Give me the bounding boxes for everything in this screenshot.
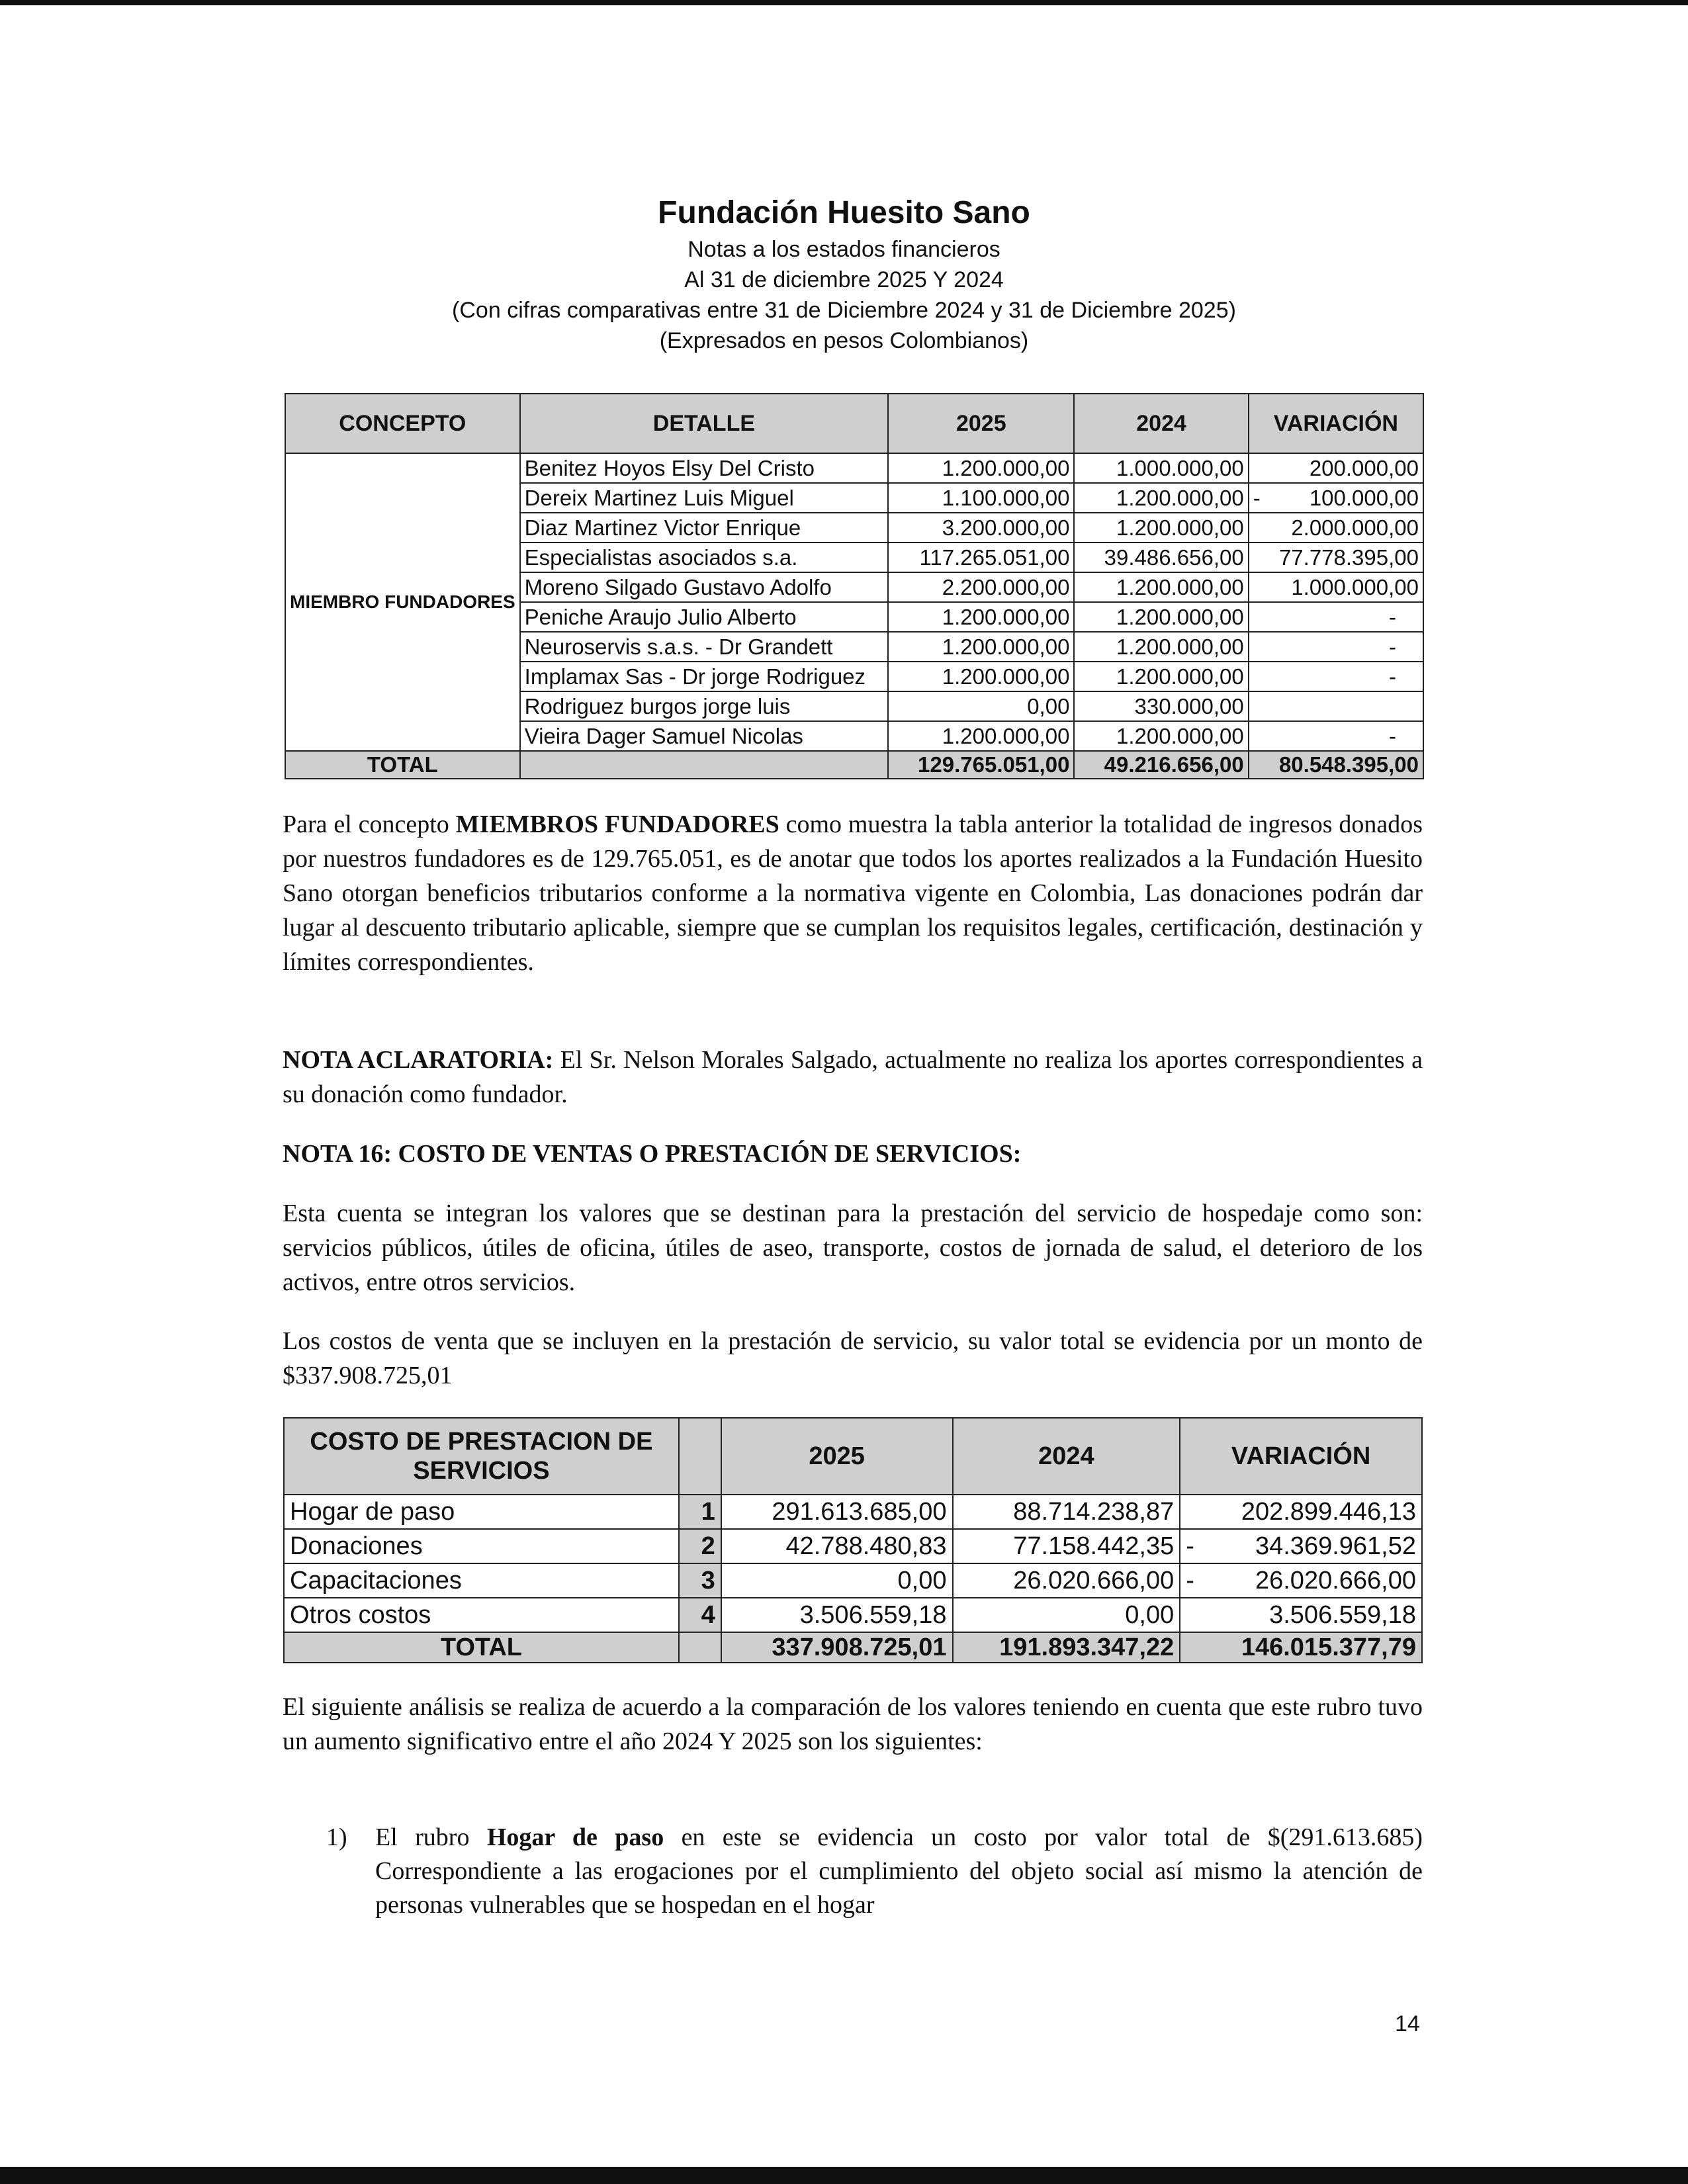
cost-label: Hogar de paso bbox=[284, 1495, 679, 1529]
value-2025-cell: 0,00 bbox=[888, 691, 1074, 721]
variation-cell: 77.778.395,00 bbox=[1249, 543, 1423, 572]
value-2025-cell: 1.200.000,00 bbox=[888, 602, 1074, 632]
total-label: TOTAL bbox=[284, 1632, 679, 1663]
detail-cell: Especialistas asociados s.a. bbox=[520, 543, 888, 572]
value-2025-cell: 1.100.000,00 bbox=[888, 483, 1074, 513]
detail-cell: Vieira Dager Samuel Nicolas bbox=[520, 721, 888, 751]
value-2024-cell: 1.200.000,00 bbox=[1074, 632, 1248, 662]
paragraph-bold: MIEMBROS FUNDADORES bbox=[455, 810, 779, 838]
column-header: 2025 bbox=[888, 394, 1074, 453]
sales-cost-paragraph: Los costos de venta que se incluyen en la prestación de servicio, su valor total se evidencia por un monto de $337.908.725,01 bbox=[283, 1327, 1423, 1389]
document-title: Fundación Huesito Sano bbox=[658, 195, 1030, 230]
value-2025-cell: 1.200.000,00 bbox=[888, 453, 1074, 483]
negative-sign: - bbox=[1186, 1532, 1194, 1560]
total-detail-empty bbox=[520, 751, 888, 779]
total-2025: 129.765.051,00 bbox=[888, 751, 1074, 779]
cost-label: Donaciones bbox=[284, 1529, 679, 1563]
detail-cell: Diaz Martinez Victor Enrique bbox=[520, 513, 888, 543]
total-2024: 191.893.347,22 bbox=[953, 1632, 1180, 1663]
value-2025-cell: 2.200.000,00 bbox=[888, 572, 1074, 602]
list-number: 1) bbox=[326, 1823, 347, 1851]
value-2024-cell: 0,00 bbox=[953, 1598, 1180, 1632]
variation-cell: 200.000,00 bbox=[1249, 453, 1423, 483]
detail-cell: Rodriguez burgos jorge luis bbox=[520, 691, 888, 721]
variation-cell: - bbox=[1249, 632, 1423, 662]
value-2024-cell: 1.200.000,00 bbox=[1074, 662, 1248, 691]
value-2024-cell: 1.200.000,00 bbox=[1074, 721, 1248, 751]
value-2025-cell: 117.265.051,00 bbox=[888, 543, 1074, 572]
cost-label: Capacitaciones bbox=[284, 1563, 679, 1598]
total-variation: 80.548.395,00 bbox=[1249, 751, 1423, 779]
cost-label: Otros costos bbox=[284, 1598, 679, 1632]
detail-cell: Benitez Hoyos Elsy Del Cristo bbox=[520, 453, 888, 483]
value-2024-cell: 1.000.000,00 bbox=[1074, 453, 1248, 483]
founders-table-header bbox=[285, 394, 1423, 453]
document-header bbox=[0, 192, 1688, 356]
list-text: en este se evidencia un costo por valor total de $(291.613.685) Correspondiente a las erogaciones por el cumplimiento del objeto social así mismo la atención de personas vulnerables que se hospedan en el hogar bbox=[375, 1823, 1423, 1919]
table-row bbox=[284, 1495, 1422, 1529]
column-header: VARIACIÓN bbox=[1249, 394, 1423, 453]
total-2024: 49.216.656,00 bbox=[1074, 751, 1248, 779]
variation-cell bbox=[1249, 691, 1423, 721]
value-2024-cell: 88.714.238,87 bbox=[953, 1495, 1180, 1529]
value-2025-cell: 0,00 bbox=[721, 1563, 953, 1598]
variation-cell: 2.000.000,00 bbox=[1249, 513, 1423, 543]
column-header: CONCEPTO bbox=[285, 394, 520, 453]
variation-cell bbox=[1180, 1529, 1422, 1563]
column-header: DETALLE bbox=[520, 394, 888, 453]
column-header: COSTO DE PRESTACION DE SERVICIOS bbox=[284, 1418, 679, 1495]
value-2024-cell: 1.200.000,00 bbox=[1074, 602, 1248, 632]
paragraph-text: como muestra la tabla anterior la totalidad de ingresos donados por nuestros fundadores es de 129.765.051, es de anotar que todos los aportes realizados a la Fundación Huesito Sano otorgan beneficios tributarios conforme a la normativa vigente en Colombia, Las donaciones podrán dar lugar al descuento tributario aplicable, siempre que se cumplan los requisitos legales, certificación, destinación y límites correspondientes. bbox=[283, 810, 1423, 976]
value-2025-cell: 3.506.559,18 bbox=[721, 1598, 953, 1632]
page-number: 14 bbox=[1395, 2011, 1420, 2036]
variation-value: 34.369.961,52 bbox=[1255, 1532, 1416, 1560]
detail-cell: Implamax Sas - Dr jorge Rodriguez bbox=[520, 662, 888, 691]
variation-cell: 202.899.446,13 bbox=[1180, 1495, 1422, 1529]
table-row bbox=[284, 1529, 1422, 1563]
value-2024-cell: 1.200.000,00 bbox=[1074, 483, 1248, 513]
note-label: NOTA ACLARATORIA: bbox=[283, 1046, 554, 1074]
value-2025-cell: 42.788.480,83 bbox=[721, 1529, 953, 1563]
analysis-paragraph: El siguiente análisis se realiza de acuerdo a la comparación de los valores teniendo en cuenta que este rubro tuvo un aumento significativo entre el año 2024 Y 2025 son los siguientes: bbox=[283, 1693, 1423, 1755]
row-index: 4 bbox=[679, 1598, 721, 1632]
value-2025-cell: 291.613.685,00 bbox=[721, 1495, 953, 1529]
total-label: TOTAL bbox=[285, 751, 520, 779]
subtitle-currency: (Expresados en pesos Colombianos) bbox=[659, 328, 1029, 353]
value-2024-cell: 1.200.000,00 bbox=[1074, 513, 1248, 543]
founders-table bbox=[285, 393, 1424, 779]
variation-cell: 1.000.000,00 bbox=[1249, 572, 1423, 602]
variation-value: 100.000,00 bbox=[1309, 485, 1419, 510]
total-2025: 337.908.725,01 bbox=[721, 1632, 953, 1663]
founders-paragraph bbox=[283, 807, 1423, 979]
column-header: 2024 bbox=[953, 1418, 1180, 1495]
column-header: 2025 bbox=[721, 1418, 953, 1495]
subtitle-date: Al 31 de diciembre 2025 Y 2024 bbox=[684, 267, 1004, 292]
negative-sign: - bbox=[1186, 1566, 1194, 1594]
variation-cell bbox=[1180, 1563, 1422, 1598]
value-2025-cell: 3.200.000,00 bbox=[888, 513, 1074, 543]
section-heading-note16: NOTA 16: COSTO DE VENTAS O PRESTACIÓN DE SERVICIOS: bbox=[283, 1140, 1022, 1168]
total-row bbox=[285, 751, 1423, 779]
value-2024-cell: 26.020.666,00 bbox=[953, 1563, 1180, 1598]
scan-edge-top bbox=[0, 0, 1688, 5]
detail-cell: Moreno Silgado Gustavo Adolfo bbox=[520, 572, 888, 602]
table-row bbox=[285, 453, 1423, 483]
value-2024-cell: 77.158.442,35 bbox=[953, 1529, 1180, 1563]
clarification-note bbox=[283, 1043, 1423, 1112]
variation-value: 26.020.666,00 bbox=[1255, 1566, 1416, 1594]
value-2024-cell: 1.200.000,00 bbox=[1074, 572, 1248, 602]
row-index: 2 bbox=[679, 1529, 721, 1563]
concept-cell: MIEMBRO FUNDADORES bbox=[285, 453, 520, 751]
scan-edge-bottom bbox=[0, 2167, 1688, 2184]
column-header bbox=[679, 1418, 721, 1495]
variation-cell bbox=[1249, 483, 1423, 513]
variation-cell: - bbox=[1249, 721, 1423, 751]
value-2025-cell: 1.200.000,00 bbox=[888, 721, 1074, 751]
subtitle-notes: Notas a los estados financieros bbox=[688, 237, 1000, 262]
total-variation: 146.015.377,79 bbox=[1180, 1632, 1422, 1663]
paragraph-text: Para el concepto bbox=[283, 810, 456, 838]
subtitle-comparative: (Con cifras comparativas entre 31 de Diciembre 2024 y 31 de Diciembre 2025) bbox=[452, 298, 1236, 323]
table-row bbox=[284, 1598, 1422, 1632]
list-item bbox=[328, 1821, 1423, 1922]
value-2024-cell: 39.486.656,00 bbox=[1074, 543, 1248, 572]
table-row bbox=[284, 1563, 1422, 1598]
row-index: 3 bbox=[679, 1563, 721, 1598]
total-row bbox=[284, 1632, 1422, 1663]
detail-cell: Neuroservis s.a.s. - Dr Grandett bbox=[520, 632, 888, 662]
column-header: 2024 bbox=[1074, 394, 1248, 453]
variation-cell: - bbox=[1249, 602, 1423, 632]
list-text: El rubro bbox=[375, 1823, 487, 1851]
variation-cell: 3.506.559,18 bbox=[1180, 1598, 1422, 1632]
note-text: El Sr. Nelson Morales Salgado, actualmente no realiza los aportes correspondientes a su donación como fundador. bbox=[283, 1046, 1423, 1108]
value-2024-cell: 330.000,00 bbox=[1074, 691, 1248, 721]
service-costs-header bbox=[284, 1418, 1422, 1495]
list-bold: Hogar de paso bbox=[486, 1823, 664, 1851]
negative-sign: - bbox=[1253, 485, 1261, 510]
detail-cell: Dereix Martinez Luis Miguel bbox=[520, 483, 888, 513]
column-header: VARIACIÓN bbox=[1180, 1418, 1422, 1495]
note16-paragraph: Esta cuenta se integran los valores que se destinan para la prestación del servicio de hospedaje como son: servicios públicos, útiles de oficina, útiles de aseo, transporte, costos de jornada de salud, el deterioro de los activos, entre otros servicios. bbox=[283, 1200, 1423, 1296]
value-2025-cell: 1.200.000,00 bbox=[888, 632, 1074, 662]
service-costs-table bbox=[283, 1417, 1423, 1663]
list-item-body bbox=[375, 1821, 1423, 1922]
variation-cell: - bbox=[1249, 662, 1423, 691]
value-2025-cell: 1.200.000,00 bbox=[888, 662, 1074, 691]
detail-cell: Peniche Araujo Julio Alberto bbox=[520, 602, 888, 632]
total-index-empty bbox=[679, 1632, 721, 1663]
row-index: 1 bbox=[679, 1495, 721, 1529]
